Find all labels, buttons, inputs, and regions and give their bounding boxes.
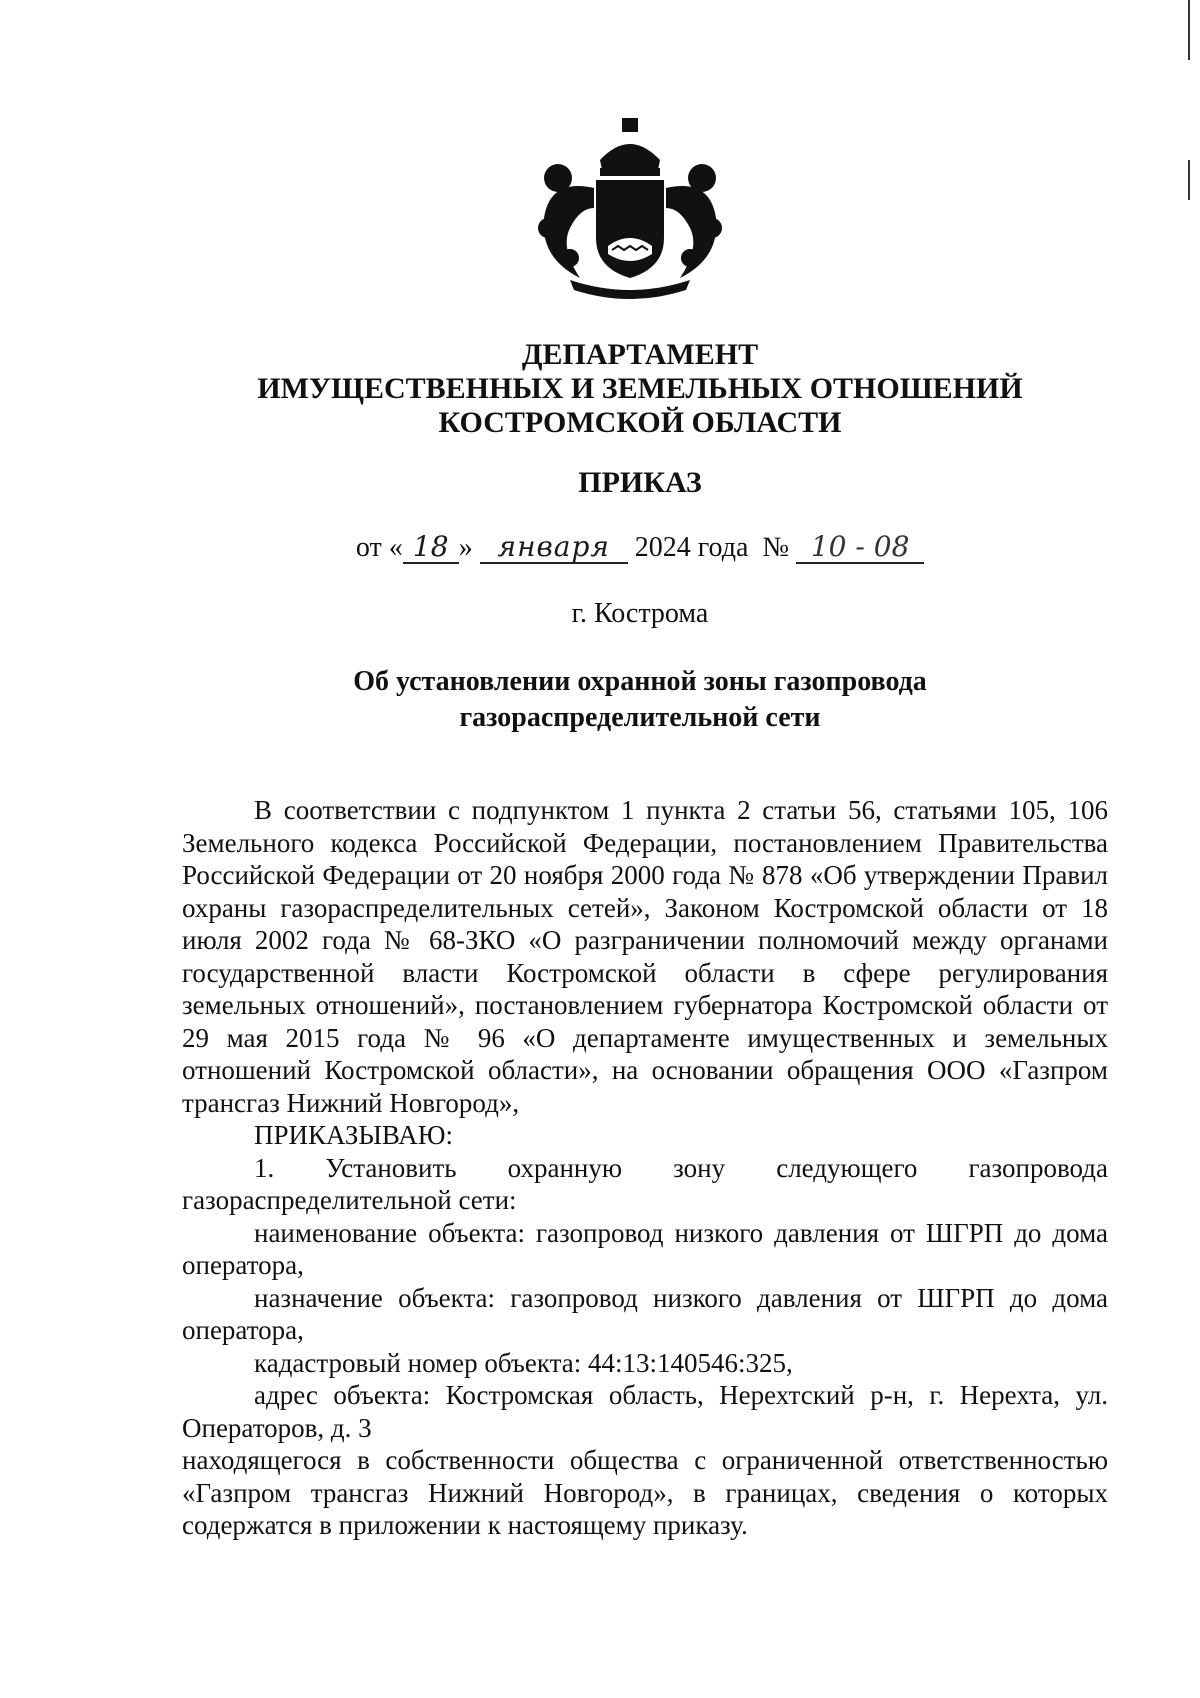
handwritten-number: 10 - 08: [796, 532, 924, 564]
address-paragraph: адрес объекта: Костромская область, Нерехтский р-н, г. Нерехта, ул. Операторов, д. 3: [182, 1380, 1108, 1443]
item-1-paragraph: 1. Установить охранную зону следующего газопровода газораспределительной сети:: [182, 1152, 1108, 1215]
order-body: [182, 794, 1108, 1542]
number-label: №: [762, 532, 790, 563]
handwritten-month: января: [480, 532, 628, 564]
order-title: ПРИКАЗ: [578, 466, 702, 499]
subject-line-1: Об установлении охранной зоны газопровода: [353, 666, 927, 697]
object-purpose-paragraph: назначение объекта: газопровод низкого давления от ШГРП до дома оператора,: [182, 1282, 1108, 1345]
header-line-3: КОСТРОМСКОЙ ОБЛАСТИ: [438, 406, 842, 439]
order-word: ПРИКАЗЫВАЮ:: [254, 1120, 453, 1150]
department-header: [160, 338, 1120, 440]
date-year: 2024 года: [634, 532, 749, 563]
scan-edge-mark: [1188, 0, 1190, 60]
order-subject: [160, 664, 1120, 736]
coat-of-arms-emblem: [530, 118, 730, 300]
date-prefix: от «: [355, 532, 403, 563]
scan-edge-mark: [1188, 160, 1190, 200]
header-line-2: ИМУЩЕСТВЕННЫХ И ЗЕМЕЛЬНЫХ ОТНОШЕНИЙ: [257, 372, 1023, 405]
cadastral-number-paragraph: кадастровый номер объекта: 44:13:140546:325,: [254, 1347, 793, 1378]
subject-line-2: газораспределительной сети: [459, 702, 821, 733]
ownership-paragraph: находящегося в собственности общества с ограниченной ответственностью «Газпром трансгаз Нижний Новгород», в границах, сведения о которых содержатся в приложении к настоящему приказу.: [182, 1445, 1108, 1540]
date-mid: »: [458, 532, 473, 563]
date-line: [160, 532, 1120, 564]
object-name-paragraph: наименование объекта: газопровод низкого давления от ШГРП до дома оператора,: [182, 1217, 1108, 1280]
header-line-1: ДЕПАРТАМЕНТ: [521, 338, 759, 371]
handwritten-day: 18: [403, 532, 459, 564]
city: г. Кострома: [571, 598, 709, 629]
preamble-paragraph: В соответствии с подпунктом 1 пункта 2 статьи 56, статьями 105, 106 Земельного кодекса Российской Федерации, постановлением Правительства Российской Федерации от 20 ноября 2000 года № 878 «Об утверждении Правил охраны газораспределительных сетей», Законом Костромской области от 18 июля 2002 года № 68-ЗКО «О разграничении полномочий между органами государственной власти Костромской области в сфере регулирования земельных отношений», постановлением губернатора Костромской области от 29 мая 2015 года № 96 «О департаменте имущественных и земельных отношений Костромской области», на основании обращения ООО «Газпром трансгаз Нижний Новгород»,: [182, 795, 1108, 1118]
